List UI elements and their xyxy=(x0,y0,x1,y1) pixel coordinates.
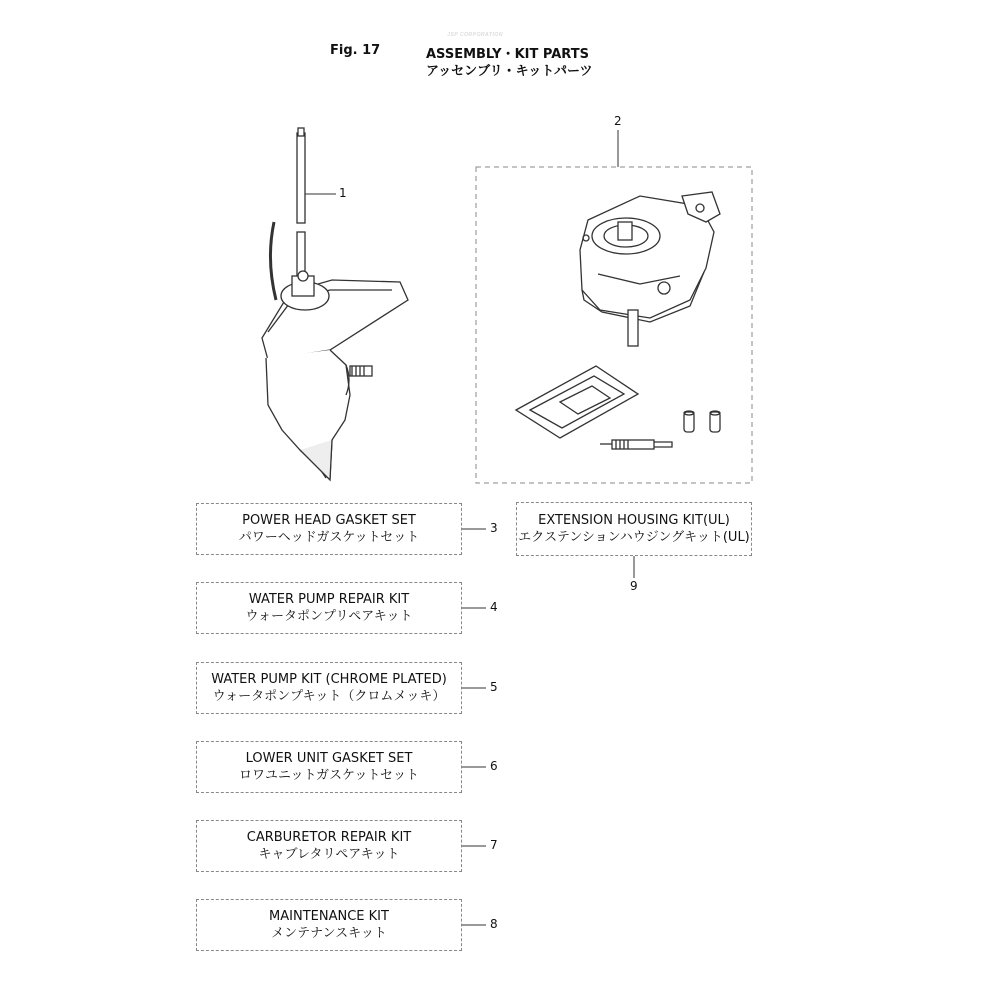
kit-name-en: MAINTENANCE KIT xyxy=(269,909,389,924)
callout-8: 8 xyxy=(490,917,498,931)
kit-box-lower-unit-gasket xyxy=(196,741,462,793)
callout-3: 3 xyxy=(490,521,498,535)
kit-name-jp: エクステンションハウジングキット(UL) xyxy=(518,530,750,545)
callout-1: 1 xyxy=(339,186,347,200)
kit-name-jp: ウォータポンプキット（クロムメッキ） xyxy=(212,689,446,704)
page-title-en: ASSEMBLY・KIT PARTS xyxy=(426,47,589,62)
kit-name-en: CARBURETOR REPAIR KIT xyxy=(246,830,412,845)
kit-box-water-pump-repair xyxy=(196,582,462,634)
kit-name-en: LOWER UNIT GASKET SET xyxy=(245,751,413,766)
kit-name-en: WATER PUMP KIT (CHROME PLATED) xyxy=(211,672,447,687)
callout-4: 4 xyxy=(490,600,498,614)
kit-box-water-pump-chrome xyxy=(196,662,462,714)
kit-box-maintenance xyxy=(196,899,462,951)
page-title-jp: アッセンブリ・キットパーツ xyxy=(426,64,593,79)
callout-2: 2 xyxy=(614,114,622,128)
kit-name-jp: メンテナンスキット xyxy=(271,926,387,941)
callout-5: 5 xyxy=(490,680,498,694)
kit-box-carburetor-repair xyxy=(196,820,462,872)
lower-unit-illustration xyxy=(262,128,408,480)
figure-number: Fig. 17 xyxy=(330,43,381,58)
kit-name-jp: ウォータポンプリペアキット xyxy=(245,609,413,624)
kit-name-en: POWER HEAD GASKET SET xyxy=(242,513,416,528)
kit-name-jp: ロワユニットガスケットセット xyxy=(238,768,420,783)
pins-illustration xyxy=(684,411,720,432)
gasket-illustration xyxy=(516,366,638,438)
callout-7: 7 xyxy=(490,838,498,852)
callout-9: 9 xyxy=(630,579,638,593)
powerhead-illustration xyxy=(580,192,720,346)
kit-name-en: WATER PUMP REPAIR KIT xyxy=(248,592,410,607)
spark-plug-illustration xyxy=(600,440,672,449)
kit-name-jp: キャブレタリペアキット xyxy=(258,847,400,862)
kit-name-jp: パワーヘッドガスケットセット xyxy=(238,530,420,545)
kit-name-en: EXTENSION HOUSING KIT(UL) xyxy=(538,513,730,528)
kit-box-power-head-gasket xyxy=(196,503,462,555)
callout-6: 6 xyxy=(490,759,498,773)
kit-box-extension-housing xyxy=(516,502,752,556)
watermark-text: JSP CORPORATION xyxy=(447,31,503,38)
